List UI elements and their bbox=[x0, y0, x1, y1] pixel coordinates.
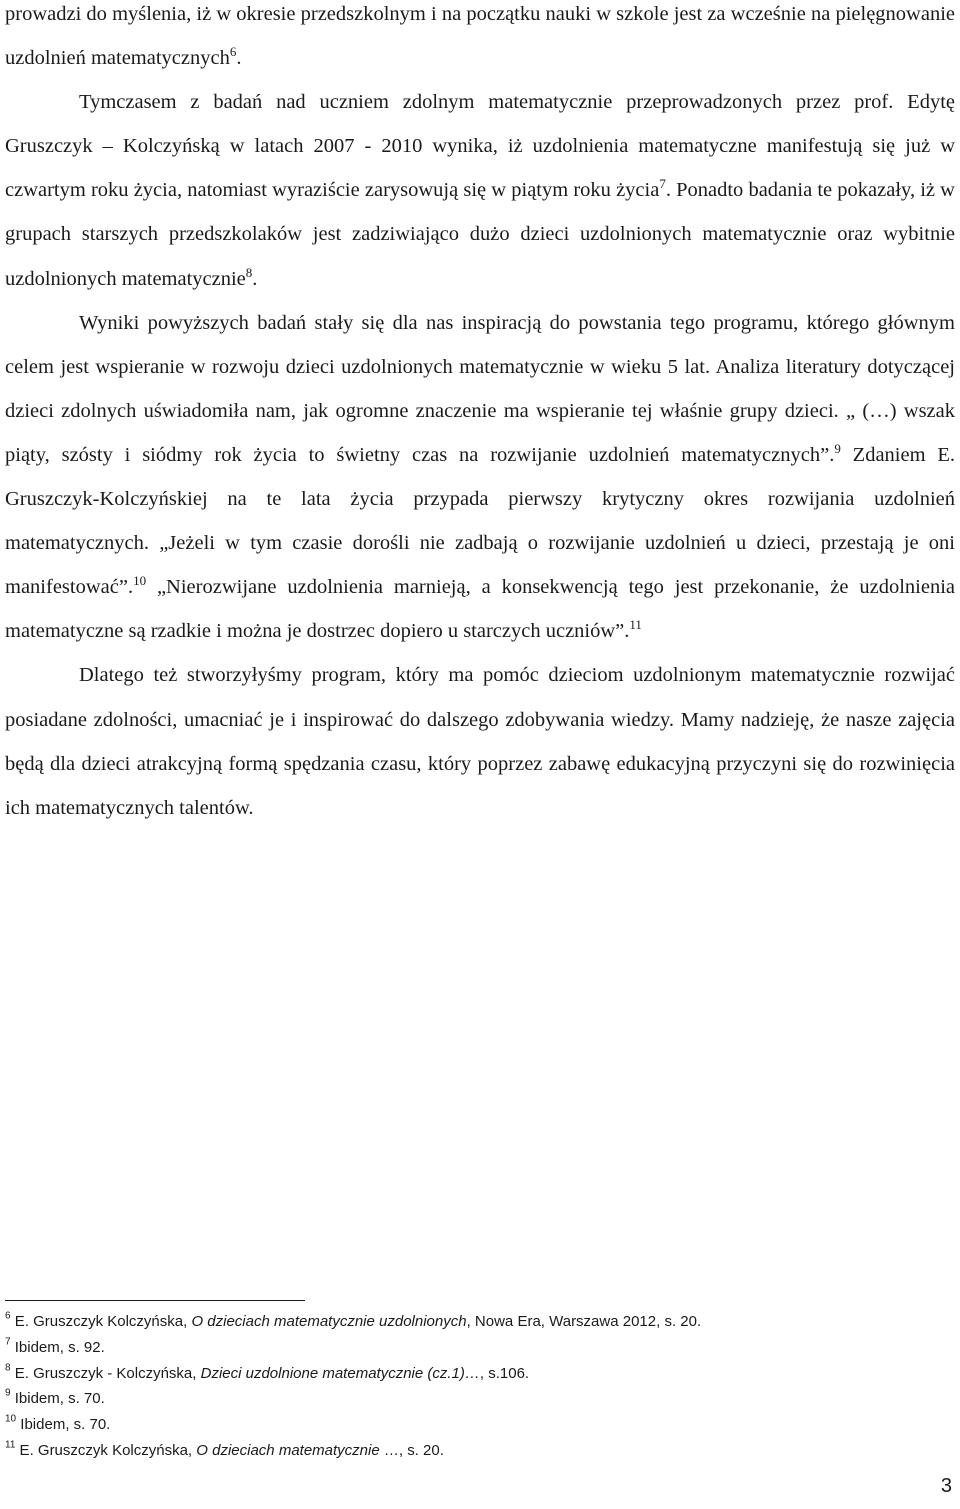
footnote-ref-11: 11 bbox=[629, 617, 642, 633]
footnote-8 bbox=[5, 1361, 955, 1387]
footnote-ref-10: 10 bbox=[133, 573, 147, 589]
footnote-ref-7: 7 bbox=[659, 176, 666, 192]
paragraph-3 bbox=[5, 301, 955, 654]
paragraph-2-end: . bbox=[252, 267, 258, 290]
footnote-text: Ibidem, s. 92. bbox=[10, 1338, 105, 1356]
footnote-10 bbox=[5, 1412, 955, 1438]
footnote-number: 7 bbox=[5, 1336, 11, 1348]
paragraph-4-text: Dlatego też stworzyłyśmy program, który ma pomóc dzieciom uzdolnionym matematycznie rozwijać posiadane zdolności, umacniać je i inspirować do dalszego zdobywania wiedzy. Mamy nadzieję, że nasze zajęcia będą dla dzieci atrakcyjną formą spędzania czasu, który poprzez zabawę edukacyjną przyczyni się do rozwinięcia ich matematycznych talentów. bbox=[5, 664, 955, 819]
footnote-text: E. Gruszczyk - Kolczyńska, bbox=[10, 1364, 201, 1382]
page-number: 3 bbox=[940, 1475, 952, 1497]
paragraph-3-text-c: „Nierozwijane uzdolnienia marnieją, a konsekwencją tego jest przekonanie, że uzdolnienia matematyczne są rzadkie i można je dostrzec dopiero u starczych uczniów”. bbox=[5, 576, 955, 643]
paragraph-1 bbox=[5, 0, 955, 80]
footnote-6 bbox=[5, 1309, 955, 1335]
footnote-text: Ibidem, s. 70. bbox=[10, 1390, 105, 1408]
footnote-text-end: , s.106. bbox=[479, 1364, 530, 1382]
footnote-text-end: , Nowa Era, Warszawa 2012, s. 20. bbox=[466, 1313, 702, 1330]
paragraph-2 bbox=[5, 80, 955, 300]
footnote-separator bbox=[5, 1300, 305, 1301]
paragraph-2-text-b: . Ponadto badania te pokazały, iż w grupach starszych przedszkolaków jest zadziwiająco dużo dzieci uzdolnionych matematycznie oraz wybitnie uzdolnionych matematycznie bbox=[5, 179, 955, 290]
footnote-ref-8: 8 bbox=[245, 264, 253, 280]
footnote-number: 9 bbox=[5, 1387, 11, 1399]
footnote-7 bbox=[5, 1335, 955, 1361]
footnote-title: O dzieciach matematycznie uzdolnionych bbox=[191, 1313, 467, 1330]
footnote-11 bbox=[5, 1438, 955, 1464]
footnote-number: 6 bbox=[5, 1310, 11, 1322]
paragraph-1-end: . bbox=[236, 47, 242, 70]
footnote-number: 10 bbox=[5, 1413, 17, 1425]
paragraph-3-text-a: Wyniki powyższych badań stały się dla nas inspiracją do powstania tego programu, którego głównym celem jest wspieranie w rozwoju dzieci uzdolnionych matematycznie w wieku 5 lat. Analiza literatury dotyczącej dzieci zdolnych uświadomiła nam, jak ogromne znaczenie ma wspieranie tej właśnie grupy dzieci. „ (…) wszak piąty, szósty i siódmy rok życia to świetny czas na rozwijanie uzdolnień matematycznych”. bbox=[5, 311, 955, 466]
footnote-title: Dzieci uzdolnione matematycznie (cz.1)… bbox=[200, 1364, 480, 1382]
paragraph-2-text-a: Tymczasem z badań nad uczniem zdolnym matematycznie przeprowadzonych przez prof. Edytę Gruszczyk – Kolczyńską w latach 2007 - 2010 wynika, iż uzdolnienia matematyczne manifestują się już w czwartym roku życia, natomiast wyraziście zarysowują się w piątym roku życia bbox=[5, 91, 955, 202]
footnote-title: O dzieciach matematycznie bbox=[196, 1441, 380, 1459]
footnote-ref-9: 9 bbox=[834, 440, 841, 456]
paragraph-1-text: prowadzi do myślenia, iż w okresie przedszkolnym i na początku nauki w szkole jest za wcześnie na pielęgnowanie uzdolnień matematycznych bbox=[5, 3, 955, 70]
footnote-text-end: …, s. 20. bbox=[379, 1441, 444, 1459]
footnote-number: 11 bbox=[5, 1439, 16, 1451]
footnote-text: Ibidem, s. 70. bbox=[16, 1416, 111, 1434]
footnote-text: E. Gruszczyk Kolczyńska, bbox=[10, 1313, 192, 1330]
footnote-9 bbox=[5, 1386, 955, 1412]
footnote-number: 8 bbox=[5, 1362, 11, 1374]
footnote-text: E. Gruszczyk Kolczyńska, bbox=[15, 1441, 197, 1459]
paragraph-4 bbox=[5, 653, 955, 829]
footnote-ref-6: 6 bbox=[229, 44, 237, 60]
footnotes bbox=[5, 1300, 955, 1464]
body-text bbox=[5, 0, 955, 830]
paragraph-3-text-b: Zdaniem E. Gruszczyk-Kolczyńskiej na te lata życia przypada pierwszy krytyczny okres rozwijania uzdolnień matematycznych. „Jeżeli w tym czasie dorośli nie zadbają o rozwijanie uzdolnień u dzieci, przestają je oni manifestować”. bbox=[5, 443, 955, 599]
